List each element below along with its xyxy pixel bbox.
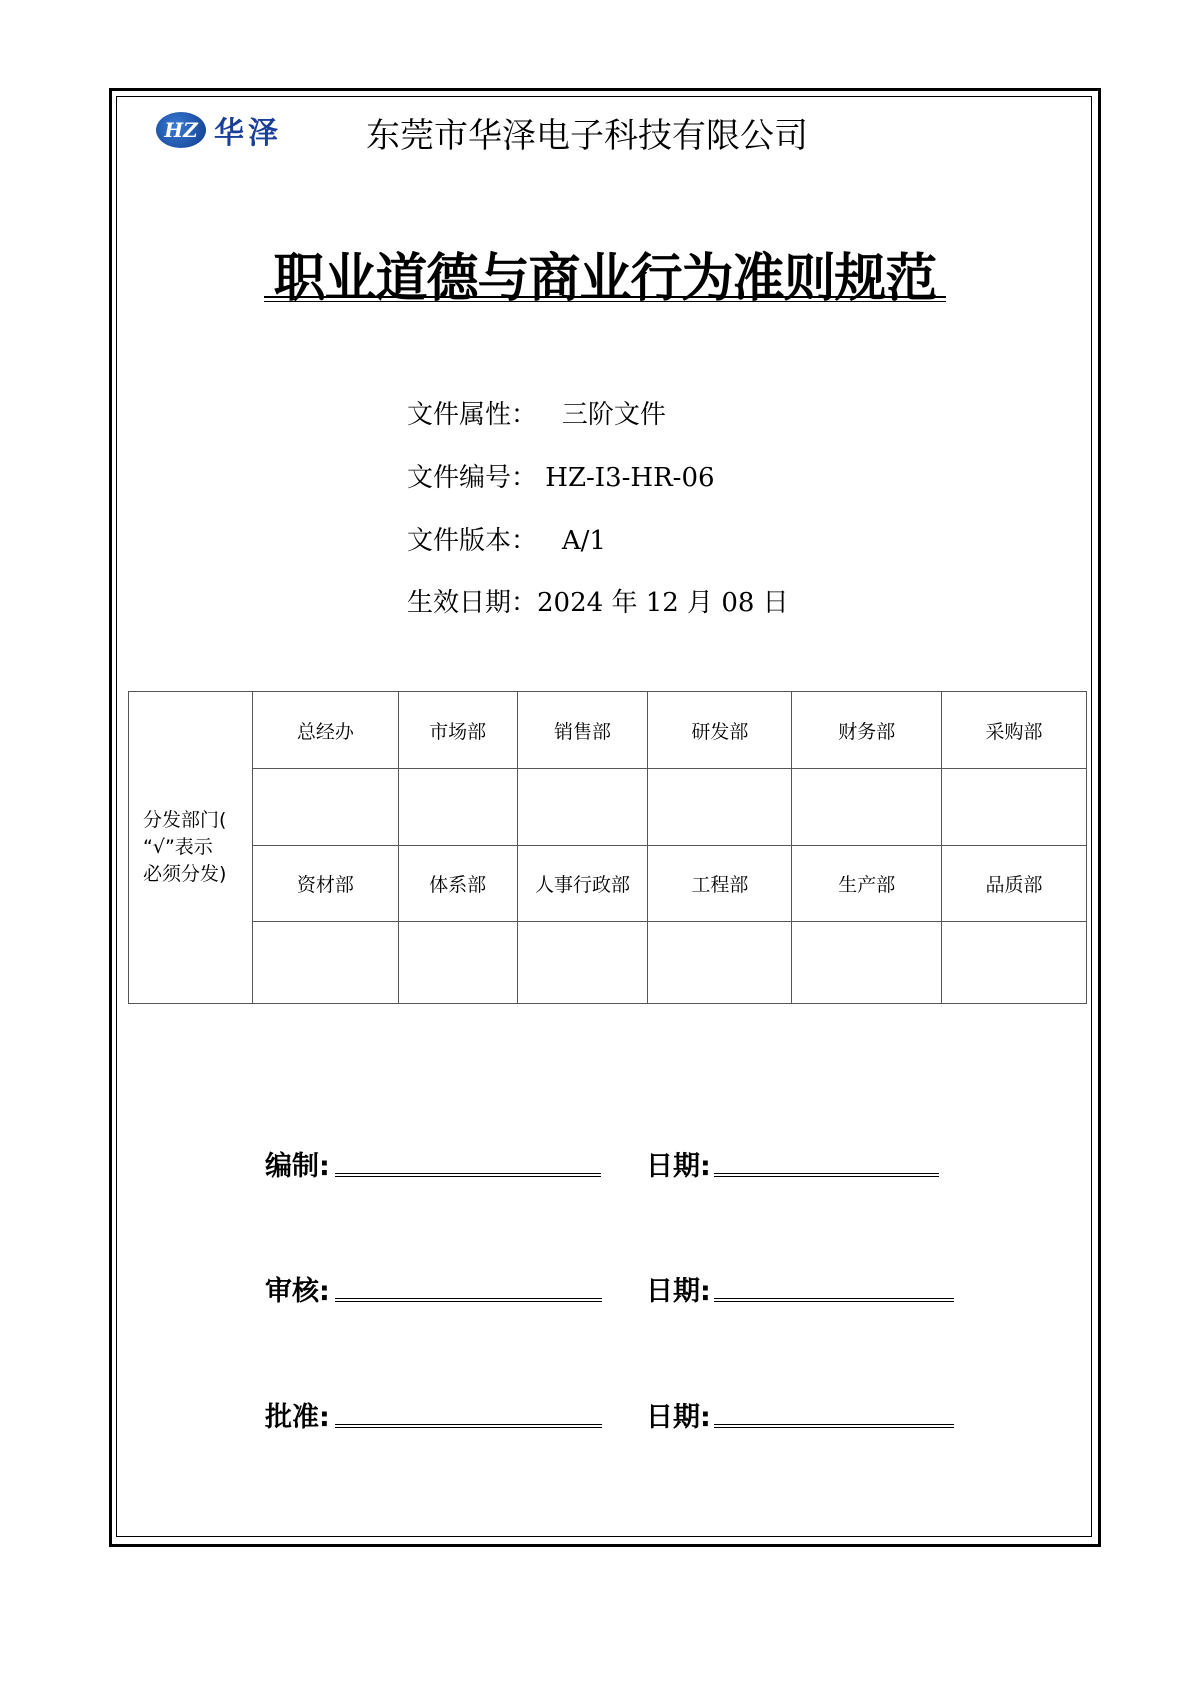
approved-by-label: 批准: xyxy=(265,1402,330,1433)
prepared-by-label: 编制: xyxy=(265,1151,330,1182)
distribution-table xyxy=(128,691,1087,1004)
check-cell[interactable] xyxy=(398,769,517,846)
check-cell[interactable] xyxy=(252,769,398,846)
field-number: 文件编号： HZ-I3-HR-06 xyxy=(407,463,715,493)
check-cell[interactable] xyxy=(252,922,398,1004)
dept-header: 采购部 xyxy=(942,692,1087,769)
title-underline xyxy=(264,296,946,298)
reviewed-by-label: 审核: xyxy=(265,1276,330,1307)
company-logo xyxy=(156,108,282,152)
dept-header: 工程部 xyxy=(648,846,792,922)
approved-by-line[interactable] xyxy=(335,1424,602,1428)
check-cell[interactable] xyxy=(792,769,942,846)
check-cell[interactable] xyxy=(517,922,648,1004)
prepared-date-label: 日期: xyxy=(646,1151,711,1182)
reviewed-by-line[interactable] xyxy=(335,1298,602,1302)
approved-date-line[interactable] xyxy=(714,1424,954,1428)
dept-header: 体系部 xyxy=(398,846,517,922)
approved-date-label: 日期: xyxy=(646,1402,711,1433)
dept-header: 总经办 xyxy=(252,692,398,769)
title-underline-second xyxy=(264,301,946,302)
prepared-by-line[interactable] xyxy=(335,1173,601,1177)
logo-mark-icon: HZ xyxy=(156,112,206,148)
check-cell[interactable] xyxy=(648,769,792,846)
dept-header: 资材部 xyxy=(252,846,398,922)
check-cell[interactable] xyxy=(398,922,517,1004)
dept-header: 生产部 xyxy=(792,846,942,922)
check-cell[interactable] xyxy=(517,769,648,846)
dept-header: 研发部 xyxy=(648,692,792,769)
check-cell[interactable] xyxy=(648,922,792,1004)
dept-header: 市场部 xyxy=(398,692,517,769)
check-cell[interactable] xyxy=(942,922,1087,1004)
prepared-date-line[interactable] xyxy=(714,1173,939,1177)
dept-header: 人事行政部 xyxy=(517,846,648,922)
field-effective-date: 生效日期：2024 年 12 月 08 日 xyxy=(407,588,789,618)
field-version: 文件版本： A/1 xyxy=(407,526,606,556)
field-attribute: 文件属性： 三阶文件 xyxy=(407,400,666,430)
dept-header: 财务部 xyxy=(792,692,942,769)
logo-text: 华泽 xyxy=(214,116,282,151)
dept-header: 销售部 xyxy=(517,692,648,769)
check-cell[interactable] xyxy=(942,769,1087,846)
distribution-side-label: 分发部门( “√”表示 必须分发) xyxy=(129,692,253,1004)
reviewed-date-label: 日期: xyxy=(646,1276,711,1307)
dept-header: 品质部 xyxy=(942,846,1087,922)
document-title: 职业道德与商业行为准则规范 xyxy=(273,249,937,309)
company-name: 东莞市华泽电子科技有限公司 xyxy=(366,116,808,156)
reviewed-date-line[interactable] xyxy=(714,1298,954,1302)
check-cell[interactable] xyxy=(792,922,942,1004)
